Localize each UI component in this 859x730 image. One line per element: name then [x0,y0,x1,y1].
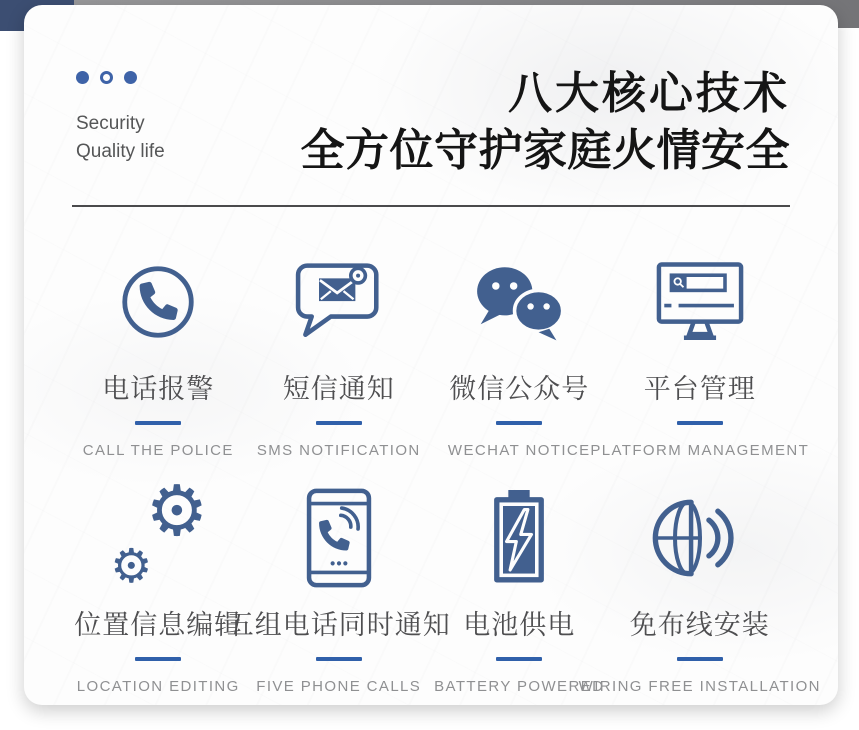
feature-sublabel: SMS NOTIFICATION [256,442,421,459]
feature-location-edit [68,470,249,695]
feature-sublabel: WIRING FREE INSTALLATION [578,678,821,695]
feature-wechat [429,251,610,459]
label-underline [496,421,542,425]
label-underline [135,657,181,661]
features-grid [68,251,821,695]
dot-ring-icon [100,71,113,84]
sms-icon [289,251,389,353]
feature-phone-alarm [68,251,249,459]
label-underline [316,421,362,425]
tagline [76,110,165,166]
label-underline [496,657,542,661]
brand-dots [76,71,165,84]
brand-block [76,71,165,166]
feature-label: 平台管理 [643,374,756,404]
feature-label: 免布线安装 [629,610,770,640]
gear-small-icon: ⚙ [110,539,153,594]
title-line2: 全方位守护家庭火情安全 [300,126,790,175]
feature-five-calls [226,487,451,695]
feature-sublabel: BATTERY POWERED [434,678,605,695]
title-line1: 八大核心技术 [508,69,790,118]
feature-sublabel: PLATFORM MANAGEMENT [590,442,810,459]
feature-label: 电池供电 [463,610,576,640]
label-underline [135,421,181,425]
label-underline [677,421,723,425]
feature-platform [590,251,810,459]
wechat-icon [469,251,569,353]
phone-call-icon [116,251,200,353]
wireless-icon [650,487,750,589]
feature-label: 位置信息编辑 [74,610,243,640]
gear-large-icon: ⚙ [145,470,209,552]
gears-icon [110,470,209,594]
dot-filled-icon [124,71,137,84]
feature-label: 短信通知 [282,374,395,404]
feature-label: 电话报警 [102,374,215,404]
feature-battery [429,487,610,695]
battery-icon [487,487,551,589]
phone-group-icon [300,487,378,589]
page-title [301,65,791,179]
feature-label: 微信公众号 [449,374,590,404]
platform-icon [650,251,750,353]
feature-sublabel: WECHAT NOTICE [447,442,591,459]
tagline-line2: Quality life [76,141,165,162]
dot-filled-icon [76,71,89,84]
header [68,63,790,195]
title-divider [72,205,790,207]
feature-wireless [578,487,821,695]
feature-sms [249,251,430,459]
label-underline [677,657,723,661]
tagline-line1: Security [76,113,145,134]
feature-sublabel: LOCATION EDITING [76,678,240,695]
feature-sublabel: FIVE PHONE CALLS [256,678,422,695]
feature-sublabel: CALL THE POLICE [82,442,234,459]
feature-label: 五组电话同时通知 [226,610,451,640]
content-card [24,5,838,705]
label-underline [316,657,362,661]
